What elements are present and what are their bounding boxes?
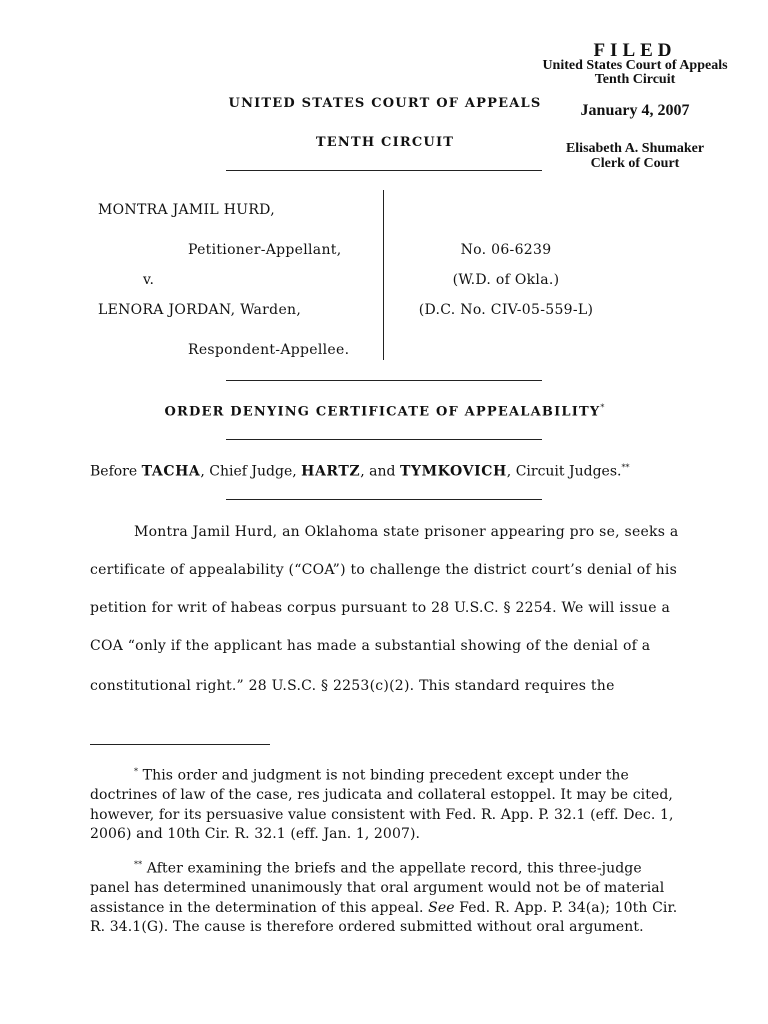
footnote-separator <box>90 744 270 745</box>
title-rule <box>226 439 542 440</box>
panel-line <box>90 463 629 480</box>
before-prefix: Before <box>90 463 142 480</box>
panel-rule <box>226 499 542 500</box>
body-line-3: petition for writ of habeas corpus pursuant to 28 U.S.C. § 2254. We will issue a <box>90 600 671 616</box>
footnote-2-text-end: Fed. R. App. P. 34(a); 10th Cir. R. 34.1(G). The cause is therefore ordered submitted without oral argument. <box>90 899 678 936</box>
footnote-2 <box>90 855 680 938</box>
case-number: No. 06-6239 <box>460 242 552 258</box>
body-line-4: COA “only if the applicant has made a substantial showing of the denial of a <box>90 638 651 654</box>
stamp-court-name: United States Court of Appeals <box>542 58 728 73</box>
respondent-name: LENORA JORDAN, Warden, <box>98 302 302 318</box>
body-line-2: certificate of appealability (“COA”) to challenge the district court’s denial of his <box>90 562 678 578</box>
court-name: UNITED STATES COURT OF APPEALS <box>228 96 542 111</box>
footnote-2-see: See <box>428 899 455 916</box>
body-line-1: Montra Jamil Hurd, an Oklahoma state prisoner appearing pro se, seeks a <box>134 524 679 540</box>
order-title-text: ORDER DENYING CERTIFICATE OF APPEALABILITY <box>164 404 601 420</box>
petitioner-name: MONTRA JAMIL HURD, <box>98 202 275 218</box>
footnote-2-text: After examining the briefs and the appellate record, this three-judge panel has determined unanimously that oral argument would not be of material assistance in the determination of this appeal. <box>90 860 665 916</box>
judge-tacha: TACHA <box>141 463 201 480</box>
judge-hartz: HARTZ <box>301 463 361 480</box>
conjunction: , and <box>360 463 400 480</box>
footnote-1-text: This order and judgment is not binding precedent except under the doctrines of law of the case, res judicata and collateral estoppel. It may be cited, however, for its persuasive value consistent with Fed. R. App. P. 32.1 (eff. Dec. 1, 2006) and 10th Cir. R. 32.1 (eff. Jan. 1, 2007). <box>90 767 674 843</box>
circuit-name: TENTH CIRCUIT <box>315 135 455 150</box>
body-line-5: constitutional right.” 28 U.S.C. § 2253(c)(2). This standard requires the <box>90 678 615 694</box>
footnote-mark-1: * <box>600 403 606 412</box>
circuit-judges-title: , Circuit Judges. <box>506 463 622 480</box>
district-case-number: (D.C. No. CIV-05-559-L) <box>418 302 594 318</box>
caption-rule <box>226 380 542 381</box>
versus: v. <box>143 272 155 288</box>
clerk-name: Elisabeth A. Shumaker <box>565 141 705 156</box>
district-court: (W.D. of Okla.) <box>452 272 560 288</box>
filed-stamp-title: FILED <box>593 40 677 61</box>
heading-rule <box>226 170 542 171</box>
stamp-circuit: Tenth Circuit <box>594 72 676 87</box>
clerk-title: Clerk of Court <box>590 156 680 171</box>
petitioner-role: Petitioner-Appellant, <box>188 242 342 258</box>
order-title <box>110 403 660 419</box>
filed-date: January 4, 2007 <box>580 102 690 119</box>
footnote-2-mark: ** <box>134 860 143 869</box>
footnote-mark-2: ** <box>621 463 630 472</box>
caption-divider <box>383 190 384 360</box>
judge-tymkovich: TYMKOVICH <box>399 463 507 480</box>
footnote-1-mark: * <box>134 767 139 776</box>
respondent-role: Respondent-Appellee. <box>188 342 350 358</box>
footnote-1 <box>90 762 680 845</box>
chief-judge-title: , Chief Judge, <box>200 463 302 480</box>
